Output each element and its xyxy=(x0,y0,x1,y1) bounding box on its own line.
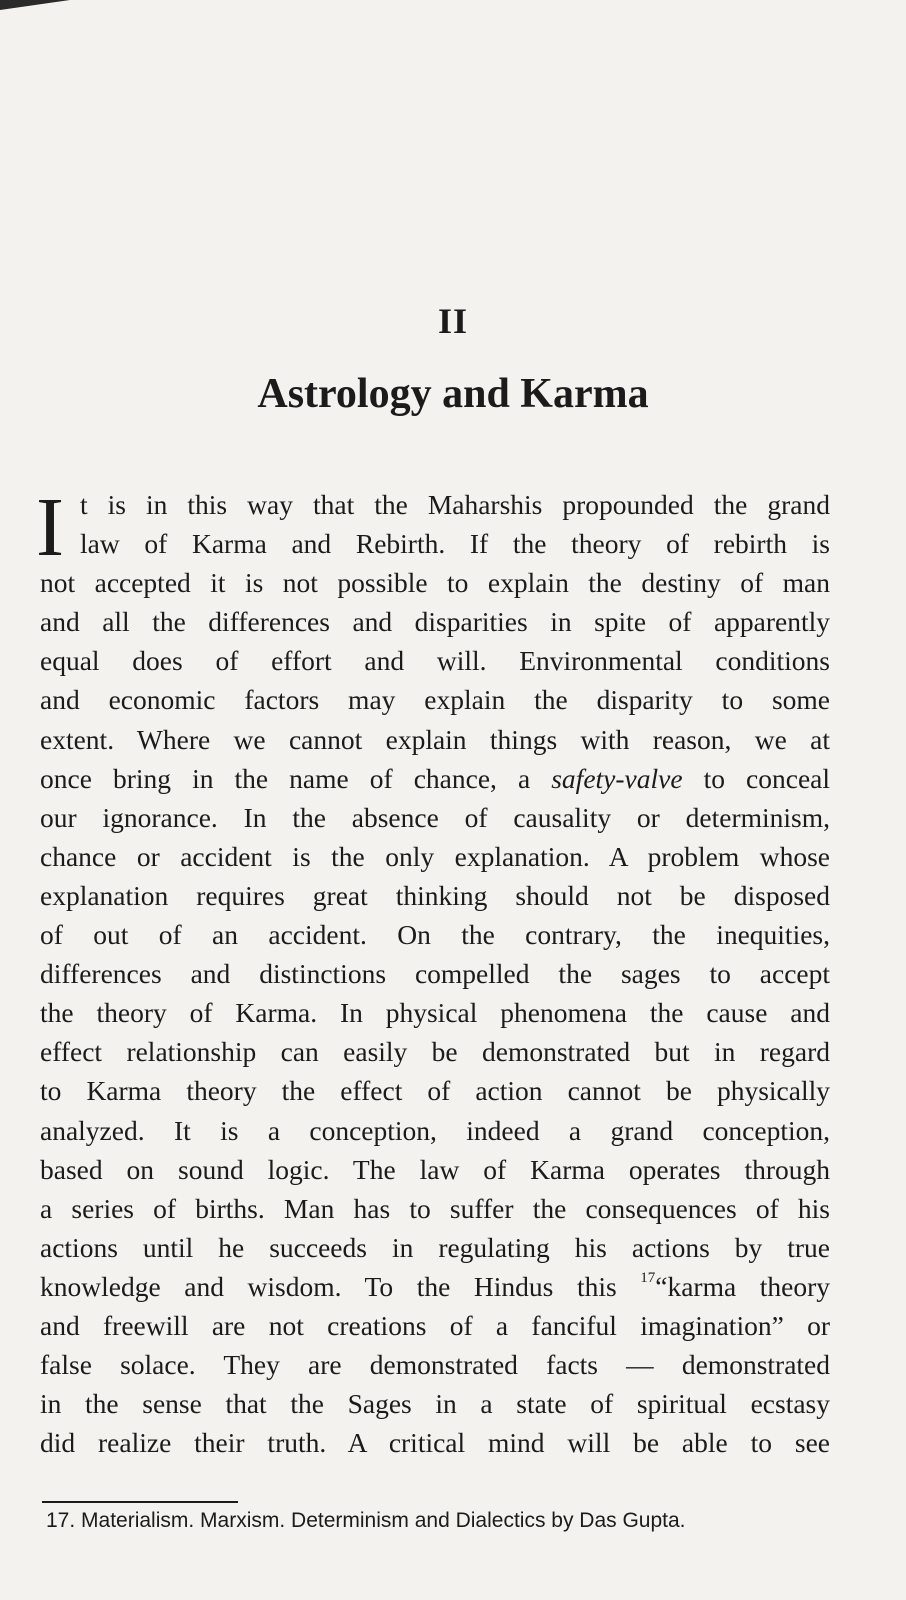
footnote-marker: 17 xyxy=(640,1269,656,1286)
text-line: and freewill are not creations of a fanciful imagination” or xyxy=(40,1309,830,1341)
italic-term: safety-valve xyxy=(551,762,683,794)
body-paragraph xyxy=(40,485,830,1462)
chapter-title: Astrology and Karma xyxy=(257,371,649,417)
text-line: explanation requires great thinking should not be disposed xyxy=(40,879,830,911)
text-line: and all the differences and disparities in spite of apparently xyxy=(40,606,830,638)
text-line: analyzed. It is a conception, indeed a grand conception, xyxy=(40,1114,830,1146)
text-line: chance or accident is the only explanation. A problem whose xyxy=(40,840,830,872)
chapter-number: II xyxy=(437,301,469,341)
text-line: of out of an accident. On the contrary, the inequities, xyxy=(40,919,830,951)
footnote-rule xyxy=(42,1501,238,1503)
text-line xyxy=(40,1267,830,1306)
text-line: effect relationship can easily be demonstrated but in regard xyxy=(40,1036,830,1068)
footnote: 17. Materialism. Marxism. Determinism and Dialectics by Das Gupta. xyxy=(46,1509,686,1532)
text-line-part: once bring in the name of chance, a xyxy=(40,762,552,794)
page-corner-mark xyxy=(0,0,70,10)
text-line: our ignorance. In the absence of causality or determinism, xyxy=(40,801,830,833)
text-line-part: “karma theory xyxy=(655,1270,831,1302)
text-line-part: to conceal xyxy=(682,762,831,794)
text-line: equal does of effort and will. Environmental conditions xyxy=(40,645,830,677)
text-line: law of Karma and Rebirth. If the theory of rebirth is xyxy=(80,528,830,560)
drop-cap: I xyxy=(36,481,64,574)
text-line: t is in this way that the Maharshis propounded the grand xyxy=(80,489,830,520)
text-line: in the sense that the Sages in a state of spiritual ecstasy xyxy=(40,1388,830,1420)
text-line: extent. Where we cannot explain things with reason, we at xyxy=(40,723,830,755)
text-line xyxy=(40,759,830,798)
text-line: actions until he succeeds in regulating his actions by true xyxy=(40,1231,830,1263)
text-line: a series of births. Man has to suffer the consequences of his xyxy=(40,1192,830,1224)
text-line: not accepted it is not possible to explain the destiny of man xyxy=(40,567,830,599)
text-line: to Karma theory the effect of action cannot be physically xyxy=(40,1075,830,1107)
text-line: and economic factors may explain the disparity to some xyxy=(40,684,830,716)
text-line: the theory of Karma. In physical phenomena the cause and xyxy=(40,997,830,1029)
text-line-part: knowledge and wisdom. To the Hindus this xyxy=(40,1270,641,1302)
text-line: based on sound logic. The law of Karma operates through xyxy=(40,1153,830,1185)
text-line: differences and distinctions compelled the sages to accept xyxy=(40,958,830,990)
text-line: did realize their truth. A critical mind will be able to see xyxy=(40,1427,830,1459)
text-line: false solace. They are demonstrated facts — demonstrated xyxy=(40,1349,830,1381)
